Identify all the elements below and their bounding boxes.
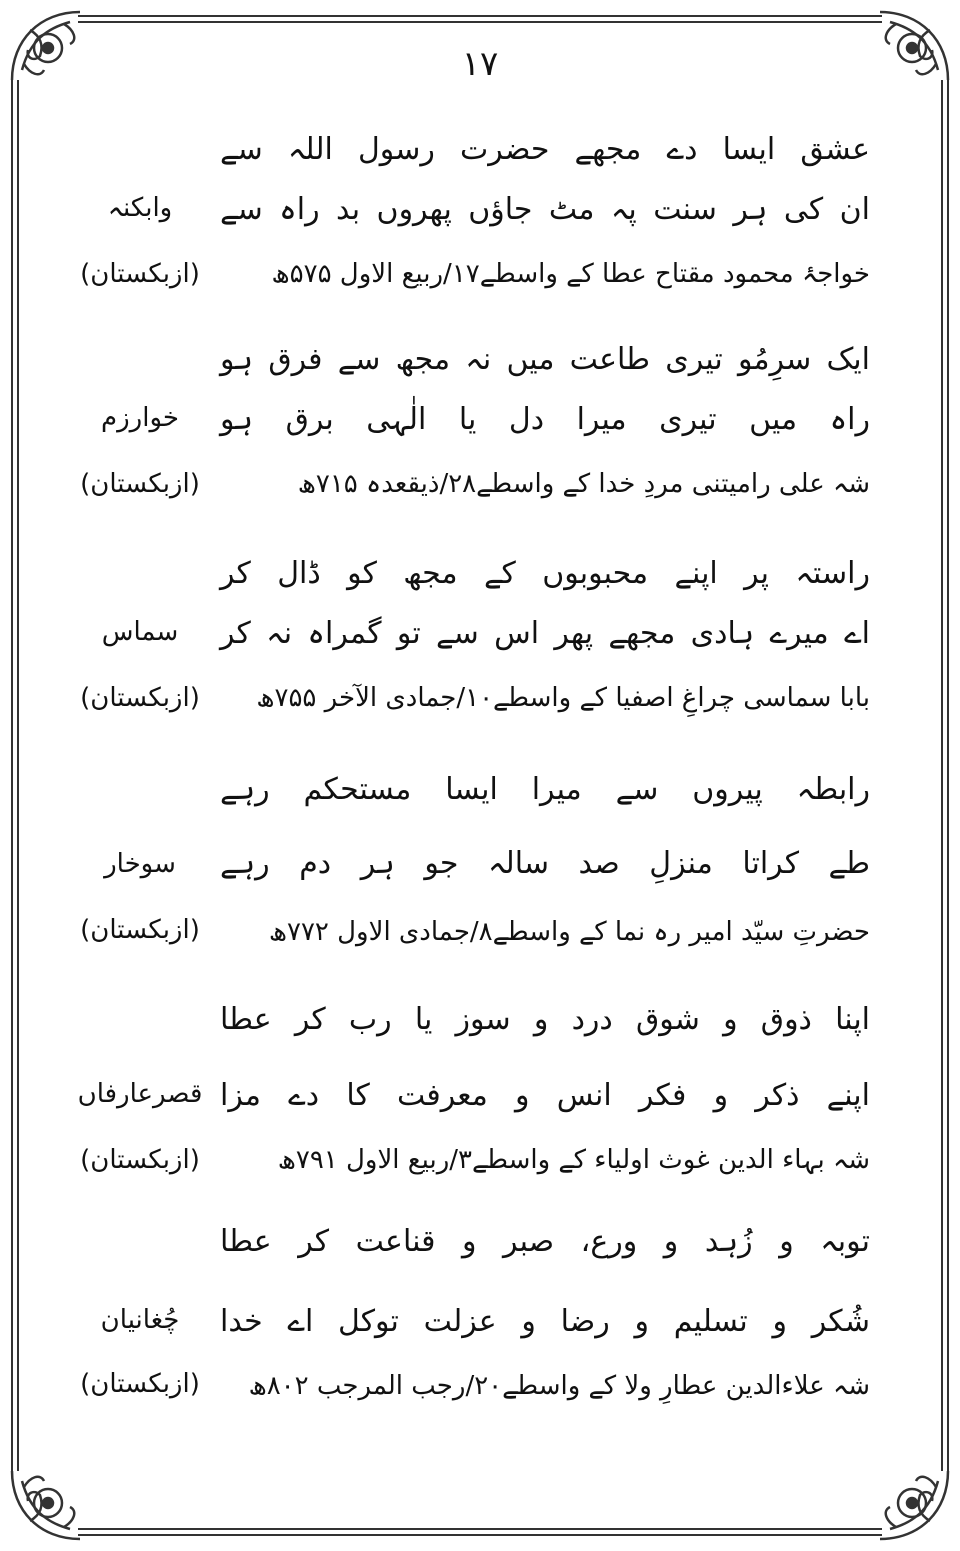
verse-line-1: رابطہ پیروں سے میرا ایسا مستحکم رہے [220,772,870,807]
stanza-4 [0,768,960,947]
death-date: ۳/ربیع الاول ۷۹۱ھ [277,1145,472,1175]
death-date: ۸/جمادی الاول ۷۷۲ھ [268,917,493,947]
place-name: چُغانیان [100,1305,180,1335]
dedication-line [220,1138,870,1182]
dedication-line [220,462,870,506]
death-date: ۲۸/ذیقعدہ ۷۱۵ھ [297,469,477,499]
country-name: (ازبکستان) [80,259,200,289]
verse-line-2: طے کراتا منزلِ صد سالہ جو ہر دم رہے [220,846,870,881]
verse-line-2: راہ میں تیری میرا دل یا الٰہی برق ہو [220,402,870,437]
verse-line-1: ایک سرِمُو تیری طاعت میں نہ مجھ سے فرق ہو [220,342,870,377]
place-name: قصرعارفاں [77,1079,203,1109]
verse-line-2: اے میرے ہادی مجھے پھر اس سے تو گمراہ نہ کر [220,616,870,651]
country-name: (ازبکستان) [80,915,200,945]
place-name: سماس [101,617,179,647]
death-date: ۲۰/رجب المرجب ۸۰۲ھ [248,1371,503,1401]
verse-line-2: ان کی ہر سنت پہ مٹ جاؤں پھروں بد راہ سے [220,192,870,227]
country-name: (ازبکستان) [80,469,200,499]
place-name: سوخار [104,849,176,879]
corner-ornament-bottom-left [12,1471,80,1539]
stanza-3 [0,552,960,712]
stanza-1 [0,128,960,288]
dedication-line [220,1364,870,1408]
place-name: وابکنہ [107,193,173,223]
saint-name: بابا سماسی چراغِ اصفیا کے واسطے [493,683,870,713]
saint-name: شہ علاءالدین عطارِ ولا کے واسطے [502,1371,870,1401]
dedication-line [220,252,870,296]
dedication-line [220,676,870,720]
saint-name: حضرتِ سیّد امیر رہ نما کے واسطے [492,917,870,947]
saint-name: خواجۂ محمود مقتاح عطا کے واسطے [479,259,870,289]
dedication-line [220,910,870,954]
place-name: خوارزم [101,403,179,433]
page-number: ۱۷ [461,44,499,84]
saint-name: شہ بہاء الدین غوث اولیاء کے واسطے [472,1145,870,1175]
verse-line-1: عشق ایسا دے مجھے حضرت رسول اللہ سے [220,132,870,167]
country-name: (ازبکستان) [80,1369,200,1399]
stanza-5 [0,998,960,1175]
country-name: (ازبکستان) [80,1145,200,1175]
corner-ornament-bottom-right [880,1471,948,1539]
country-name: (ازبکستان) [80,683,200,713]
death-date: ۱۷/ربیع الاول ۵۷۵ھ [271,259,480,289]
verse-line-2: اپنے ذکر و فکر انس و معرفت کا دے مزا [220,1078,870,1113]
stanza-6 [0,1220,960,1401]
verse-line-1: اپنا ذوق و شوق درد و سوز یا رب کر عطا [220,1002,870,1037]
saint-name: شہ علی رامیتنی مردِ خدا کے واسطے [476,469,870,499]
verse-line-2: شُکر و تسلیم و رضا و عزلت توکل اے خدا [220,1304,870,1339]
death-date: ۱۰/جمادی الآخر ۷۵۵ھ [256,683,494,713]
verse-line-1: توبہ و زُہد و ورع، صبر و قناعت کر عطا [220,1224,870,1259]
stanza-2 [0,338,960,498]
verse-line-1: راستہ پر اپنے محبوبوں کے مجھ کو ڈال کر [220,556,870,591]
